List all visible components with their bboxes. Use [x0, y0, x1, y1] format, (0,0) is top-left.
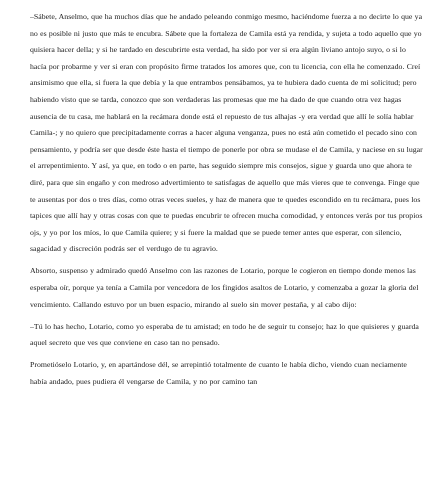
paragraph-lotario-regret: Prometióselo Lotario, y, en apartándose dél, se arrepintió totalmente de cuanto le había dicho, viendo cuan neciamente había andado, pues pudiera él vengarse de Camila, y no por camino tan [30, 360, 407, 386]
paragraph-anselmo-reply: –Tú lo has hecho, Lotario, como yo esperaba de tu amistad; en todo he de seguir tu consejo; haz lo que quisieres y guarda aquel secreto que ves que conviene en caso tan no pensado. [30, 321, 419, 348]
paragraph-lotario-confession: –Sábete, Anselmo, que ha muchos días que he andado peleando conmigo mesmo, haciéndome fuerza a no decirte lo que ya no es posible ni justo que más te encubra. Sábete que la fortaleza de Camila está ya rendida, y sujeta a todo aquello que yo quisiera hacer della; y si he tardado en descubrirte esta verdad, ha sido por ver si era algún liviano antojo suyo, o si lo hacía por probarme y ver si eran con propósito firme tratados los amores que, con tu licencia, con ella he comenzado. Creí ansimismo que ella, si fuera la que debía y la que entrambos pensábamos, ya te hubiera dado cuenta de mi solicitud; pero habiendo visto que se tarda, conozco que son verdaderas las promesas que me ha dado de que cuando otra vez hagas ausencia de tu casa, me hablará en la recámara donde está el repuesto de tus alhajas -y era verdad que allí le solía hablar Camila-; y no quiero que precipitadamente corras a hacer alguna venganza, pues no está aún cometido el pecado sino con pensamiento, y podría ser que desde éste hasta el tiempo de ponerle por obra se mudase el de Camila, y naciese en su lugar el arrepentimiento. Y así, ya que, en todo o en parte, has seguido siempre mis consejos, sigue y guarda uno que ahora te diré, para que sin engaño y con medroso advertimiento te satisfagas de aquello que más vieres que te convenga. Finge que te ausentas por dos o tres días, como otras veces sueles, y haz de manera que te quedes escondido en tu recámara, pues los tapices que allí hay y otras cosas con que te puedas encubrir te ofrecen mucha comodidad, y entonces verás por tus propios ojs, y yo por los míos, lo que Camila quiere; y si fuere la maldad que se puede temer antes que esperar, con silencio, sagacidad y discreción podrás ser el verdugo de tu agravio. [30, 12, 423, 254]
paragraph-anselmo-reaction: Absorto, suspenso y admirado quedó Anselmo con las razones de Lotario, porque le cogieron en tiempo donde menos las esperaba oír, porque ya tenía a Camila por vencedora de los fingidos asaltos de Lotario, y comenzaba a gozar la gloria del vencimiento. Callando estuvo por un buen espacio, mirando al suelo sin mover pestaña, y al cabo dijo: [30, 266, 419, 309]
document-page [30, 9, 424, 480]
